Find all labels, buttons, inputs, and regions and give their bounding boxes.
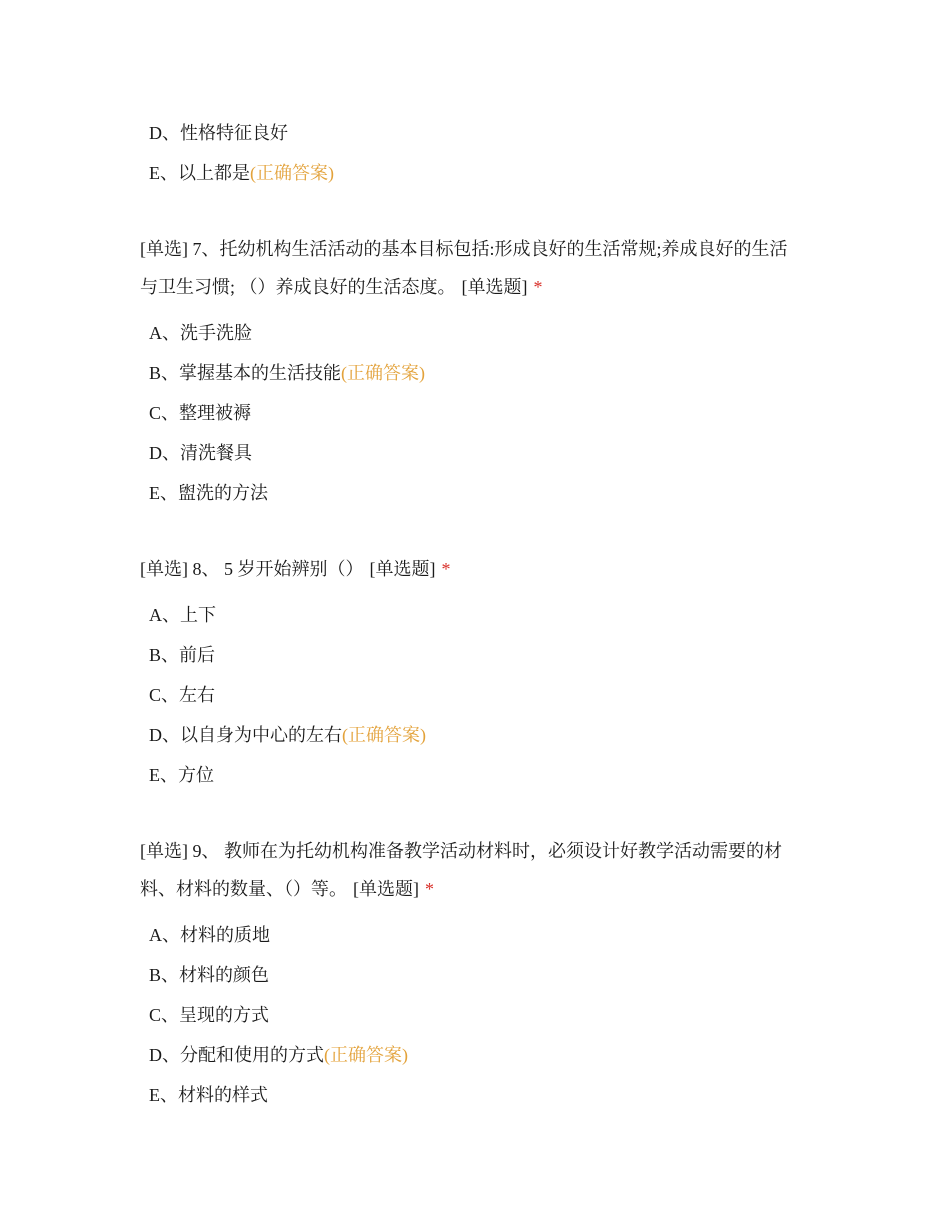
question-7-stem-line2 xyxy=(140,275,543,299)
option-letter: E、 xyxy=(149,765,178,785)
required-asterisk: * xyxy=(425,879,434,899)
option-letter: E、 xyxy=(149,1085,178,1105)
option-text: 上下 xyxy=(180,605,216,625)
option-b xyxy=(149,643,215,667)
option-text: 分配和使用的方式 xyxy=(180,1045,324,1065)
option-letter: D、 xyxy=(149,1045,180,1065)
option-text: 材料的颜色 xyxy=(179,965,270,985)
option-text: 整理被褥 xyxy=(179,403,252,423)
option-e xyxy=(149,763,214,787)
correct-answer-tag: (正确答案) xyxy=(324,1045,408,1065)
option-letter: C、 xyxy=(149,1005,180,1025)
option-letter: A、 xyxy=(149,605,180,625)
option-text: 左右 xyxy=(179,685,216,705)
question-stem: [单选] 8、 5 岁开始辨别（） xyxy=(140,559,364,579)
question-type-label: [单选题] xyxy=(353,879,419,899)
option-letter: A、 xyxy=(149,925,180,945)
option-text: 盥洗的方法 xyxy=(178,483,268,503)
option-text: 材料的质地 xyxy=(180,925,270,945)
option-text: 材料的样式 xyxy=(178,1085,268,1105)
option-text: 以自身为中心的左右 xyxy=(180,725,342,745)
required-asterisk: * xyxy=(441,559,451,579)
option-b xyxy=(149,963,269,987)
question-stem: 与卫生习惯; （）养成良好的生活态度。 xyxy=(140,277,456,297)
required-asterisk: * xyxy=(533,277,543,297)
option-letter: E、 xyxy=(149,163,178,183)
correct-answer-tag: (正确答案) xyxy=(250,163,334,183)
question-stem: 料、材料的数量、（）等。 xyxy=(140,879,347,899)
option-letter: D、 xyxy=(149,725,180,745)
option-letter: E、 xyxy=(149,483,178,503)
question-9-stem-line1 xyxy=(140,839,782,863)
option-a xyxy=(149,321,252,345)
option-text: 呈现的方式 xyxy=(179,1005,270,1025)
option-letter: D、 xyxy=(149,443,180,463)
option-e xyxy=(149,1083,268,1107)
option-letter: A、 xyxy=(149,323,180,343)
option-letter: B、 xyxy=(149,645,180,665)
option-c xyxy=(149,1003,269,1027)
correct-answer-tag: (正确答案) xyxy=(342,725,426,745)
correct-answer-tag: (正确答案) xyxy=(341,363,426,383)
option-c xyxy=(149,401,251,425)
option-letter: B、 xyxy=(149,965,180,985)
option-text: 清洗餐具 xyxy=(180,443,252,463)
option-d xyxy=(149,1043,408,1067)
question-8-stem-line1 xyxy=(140,557,451,581)
option-letter: C、 xyxy=(149,403,180,423)
question-type-label: [单选题] xyxy=(369,559,436,579)
option-e xyxy=(149,481,268,505)
option-e xyxy=(149,161,334,185)
question-9-stem-line2 xyxy=(140,877,434,901)
option-b xyxy=(149,361,425,385)
option-a xyxy=(149,923,270,947)
option-text: 性格特征良好 xyxy=(180,123,288,143)
question-stem: [单选] 7、托幼机构生活活动的基本目标包括:形成良好的生活常规;养成良好的生活 xyxy=(140,239,788,259)
option-d xyxy=(149,723,426,747)
option-letter: D、 xyxy=(149,123,180,143)
option-text: 洗手洗脸 xyxy=(180,323,252,343)
option-letter: B、 xyxy=(149,363,180,383)
option-c xyxy=(149,683,215,707)
option-d xyxy=(149,441,252,465)
option-text: 掌握基本的生活技能 xyxy=(179,363,342,383)
question-type-label: [单选题] xyxy=(461,277,528,297)
option-d xyxy=(149,121,288,145)
question-7-stem-line1 xyxy=(140,237,788,261)
option-text: 方位 xyxy=(178,765,214,785)
question-stem: [单选] 9、 教师在为托幼机构准备教学活动材料时，必须设计好教学活动需要的材 xyxy=(140,841,782,861)
option-text: 前后 xyxy=(179,645,216,665)
option-text: 以上都是 xyxy=(178,163,250,183)
option-letter: C、 xyxy=(149,685,180,705)
option-a xyxy=(149,603,216,627)
